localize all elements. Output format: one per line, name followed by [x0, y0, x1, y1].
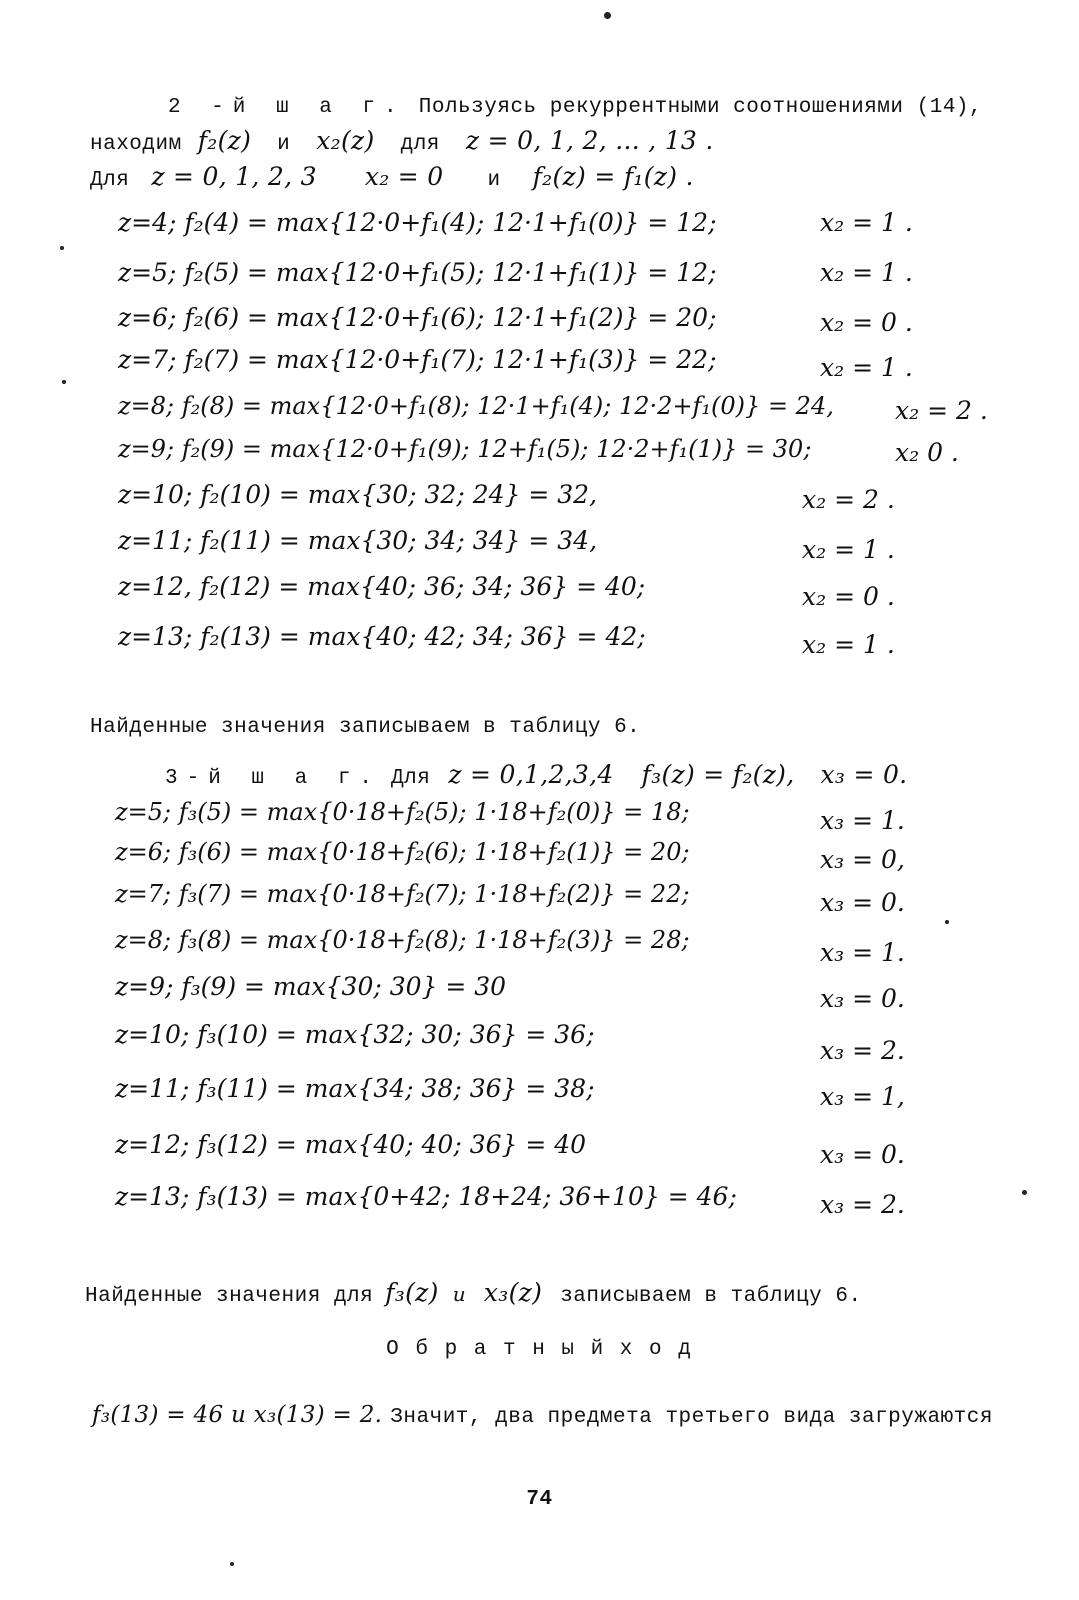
step2-eq-row: z=12, f₂(12) = max{40; 36; 34; 36} = 40; — [118, 572, 646, 601]
step2-x-row: x₂ = 1 . — [802, 630, 895, 659]
step2-x-row: x₂ = 0 . — [802, 582, 895, 611]
step3-x-row: x₃ = 2. — [820, 1036, 905, 1065]
found2-text-a: Найденные значения для — [85, 1285, 374, 1308]
scan-speck — [604, 12, 611, 19]
step3-eq-row: z=9; f₃(9) = max{30; 30} = 30 — [115, 972, 507, 1001]
step2-heading: 2 -й ш а г. — [168, 96, 406, 119]
step2-x-row: x₂ = 0 . — [820, 308, 913, 337]
step3-x-row: x₃ = 1, — [820, 1082, 905, 1111]
step2-heading-line — [168, 96, 982, 119]
f3-symbol: f₃(z) — [385, 1278, 439, 1307]
z-range: z = 0, 1, 2, ... , 13 . — [465, 126, 714, 155]
word-find: находим — [90, 133, 182, 156]
step3-eq-row: z=11; f₃(11) = max{34; 38; 36} = 38; — [115, 1074, 595, 1103]
z-range-small: z = 0, 1, 2, 3 — [151, 162, 317, 191]
scan-speck — [62, 380, 66, 384]
step2-line3 — [90, 162, 694, 192]
step3-x-row: x₃ = 0, — [820, 845, 905, 874]
step2-eq-row: z=10; f₂(10) = max{30; 32; 24} = 32, — [118, 480, 598, 509]
step2-eq-row: z=8; f₂(8) = max{12·0+f₁(8); 12·1+f₁(4); 12·2+f₁(0)} = 24, — [118, 392, 834, 420]
conclusion-text: Значит, два предмета третьего вида загружаются — [390, 1406, 993, 1429]
step2-x-row: x₂ = 1 . — [820, 258, 913, 287]
conclusion-line — [92, 1402, 993, 1429]
step3-eq-row: z=10; f₃(10) = max{32; 30; 36} = 36; — [115, 1020, 595, 1049]
step3-x-row: x₃ = 1. — [820, 938, 905, 967]
scan-speck — [60, 246, 64, 250]
f2-symbol: f₂(z) — [197, 126, 252, 155]
step3-heading-line — [165, 760, 907, 790]
x3-symbol: x₃(z) — [483, 1278, 543, 1307]
page-number: 74 — [526, 1488, 553, 1511]
found-values-note-2 — [85, 1278, 862, 1308]
scan-speck — [230, 1562, 234, 1566]
scan-speck — [945, 920, 949, 924]
step2-eq-row: z=5; f₂(5) = max{12·0+f₁(5); 12·1+f₁(1)} = 12; — [118, 258, 717, 287]
step3-eq-row: z=12; f₃(12) = max{40; 40; 36} = 40 — [115, 1130, 587, 1159]
conclusion-formula: f₃(13) = 46 и x₃(13) = 2. — [92, 1402, 383, 1428]
word-for-cap: Для — [90, 169, 130, 192]
found2-text-b: записываем в таблицу 6. — [560, 1285, 862, 1308]
step2-eq-row: z=13; f₂(13) = max{40; 42; 34; 36} = 42; — [118, 622, 646, 651]
step3-eq-row: z=7; f₃(7) = max{0·18+f₂(7); 1·18+f₂(2)} = 22; — [115, 880, 690, 908]
step2-x-row: x₂ = 2 . — [802, 485, 895, 514]
step3-eq-row: z=13; f₃(13) = max{0+42; 18+24; 36+10} = 46; — [115, 1182, 737, 1211]
step3-eq-row: z=8; f₃(8) = max{0·18+f₂(8); 1·18+f₂(3)} = 28; — [115, 926, 690, 954]
x2-zero: x₂ = 0 — [364, 162, 444, 191]
step2-x-row: x₂ 0 . — [895, 438, 959, 467]
step2-x-row: x₂ = 1 . — [820, 208, 913, 237]
step2-eq-row: z=7; f₂(7) = max{12·0+f₁(7); 12·1+f₁(3)} = 22; — [118, 345, 717, 374]
step2-x-row: x₂ = 1 . — [820, 353, 913, 382]
step3-eq-row: z=6; f₃(6) = max{0·18+f₂(6); 1·18+f₂(1)} = 20; — [115, 838, 690, 866]
x2-symbol: x₂(z) — [316, 126, 375, 155]
f2-equals-f1: f₂(z) = f₁(z) . — [532, 162, 694, 191]
step3-x-row: x₃ = 0. — [820, 984, 905, 1013]
reverse-pass-heading: О б р а т н ы й х о д — [386, 1338, 693, 1361]
step2-line2 — [90, 126, 714, 156]
step2-x-row: x₂ = 1 . — [802, 535, 895, 564]
x3-zero: x₃ = 0. — [820, 760, 908, 789]
step3-eq-row: z=5; f₃(5) = max{0·18+f₂(5); 1·18+f₂(0)} = 18; — [115, 798, 690, 826]
step3-range: z = 0,1,2,3,4 — [448, 760, 614, 789]
step2-eq-row: z=9; f₂(9) = max{12·0+f₁(9); 12+f₁(5); 12·2+f₁(1)} = 30; — [118, 435, 812, 463]
found2-and: и — [452, 1282, 466, 1306]
step3-heading: 3-й ш а г. — [165, 767, 382, 790]
scan-speck — [1022, 1190, 1027, 1195]
step3-x-row: x₃ = 1. — [820, 806, 905, 835]
step3-x-row: x₃ = 2. — [820, 1190, 905, 1219]
word-for: для — [400, 133, 440, 156]
word-and-2: и — [487, 169, 501, 192]
found-values-note-1: Найденные значения записываем в таблицу 6. — [90, 716, 641, 739]
step3-word-for: Для — [391, 767, 431, 790]
step2-x-row: x₂ = 2 . — [895, 396, 988, 425]
word-and: и — [277, 133, 291, 156]
step2-eq-row: z=11; f₂(11) = max{30; 34; 34} = 34, — [118, 526, 598, 555]
step3-x-row: x₃ = 0. — [820, 888, 905, 917]
step3-x-row: x₃ = 0. — [820, 1140, 905, 1169]
f3-equals-f2: f₃(z) = f₂(z), — [641, 760, 795, 789]
step2-intro: Пользуясь рекуррентными соотношениями (14), — [418, 96, 983, 119]
step2-eq-row: z=6; f₂(6) = max{12·0+f₁(6); 12·1+f₁(2)} = 20; — [118, 303, 717, 332]
step2-eq-row: z=4; f₂(4) = max{12·0+f₁(4); 12·1+f₁(0)} = 12; — [118, 208, 717, 237]
